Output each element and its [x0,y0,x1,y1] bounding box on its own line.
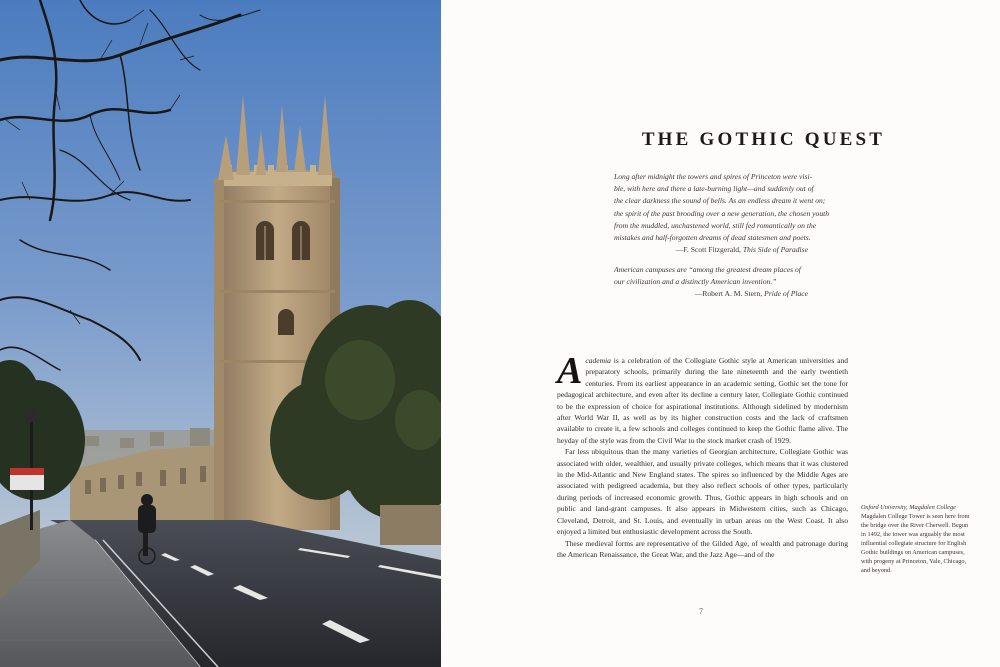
page-number: 7 [699,607,703,616]
epigraph-author: —Robert A. M. Stern, [694,289,763,299]
epigraph-line: the spirit of the past brooding over a new generation, the chosen youth [614,208,830,218]
paragraph: Far less ubiquitous than the many varieties of Georgian architecture, Collegiate Gothic was associated with older, wealthier, and usually private colleges, which means that it was clustered in the Mid-Atlantic and New England states. The spires so influenced by the Middle Ages are associated with pedigreed academia, but they also reflect schools of other types, particularly during periods of increased economic growth. Thus, Gothic appears in high schools and on public and land-grant campuses. It also appears in Midwestern cities, such as Chicago, Cleveland, Detroit, and St. Louis, and eventually in urban areas on the West Coast. It also enjoyed a limited but enthusiastic development across the South. [557,447,848,537]
epigraph-author: —F. Scott Fitzgerald, [675,245,741,255]
epigraph-work: This Side of Paradise [742,245,808,255]
epigraph-work: Pride of Place [764,289,808,299]
body-text [557,350,848,560]
chapter-title: THE GOTHIC QUEST [641,129,886,150]
photo-illustration [0,0,441,667]
epigraph-line: the clear darkness the sound of bells. As an endless dream it went on; [614,196,826,206]
paragraph-text: is a celebration of the Collegiate Gothic style at American universities and preparatory schools, primarily during the late nineteenth and the early twentieth centuries. From its earliest appearance in an academic setting, Gothic set the tone for pedagogical architecture, and even after its decline a century later, Collegiate Gothic continued to be the expression of choice for aspirational institutions. Although sidelined by modernism after World War II, as well as by its higher construction costs and the lack of craftsmen available to create it, a few schools and colleges continued to keep the Gothic flame alive. The heyday of the style was from the Civil War to the stock market crash of 1929. [557,356,848,445]
epigraph-line: ble, with here and there a late-burning light—and suddenly out of [614,184,814,194]
epigraph-attribution [614,244,808,256]
epigraph-line: Long after midnight the towers and spires of Princeton were visi- [614,172,813,181]
caption-text: Magdalen College Tower is seen here from the bridge over the River Cherwell. Begun in 1492, the tower was arguably the most influential collegiate structure for English Gothic buildings on American campuses, with progeny at Princeton, Yale, Chicago, and beyond. [861,513,970,574]
paragraph: These medieval forms are representative of the Gilded Age, of wealth and patronage during the American Renaissance, the Great War, and the Jazz Age—and of the [557,538,848,559]
epigraph-attribution [614,288,808,300]
book-page [441,0,1000,667]
caption-title: Oxford University, Magdalen College [861,504,956,511]
drop-cap: A [557,350,583,392]
epigraph-fitzgerald [614,171,830,256]
epigraph-line: mistakes and half-forgotten dreams of dead statesmen and poets. [614,233,811,243]
paragraph [557,350,848,446]
epigraph-stern [614,264,808,301]
epigraph-line: our civilization and a distinctly American invention.” [614,277,777,287]
magdalen-tower-photo [0,0,441,667]
lead-word: cademia [585,356,611,365]
photo-caption [861,503,973,575]
epigraph-line: from the muddled, unchastened world, still fed romantically on the [614,220,817,230]
epigraph-line: American campuses are “among the greatest dream places of [614,265,801,274]
